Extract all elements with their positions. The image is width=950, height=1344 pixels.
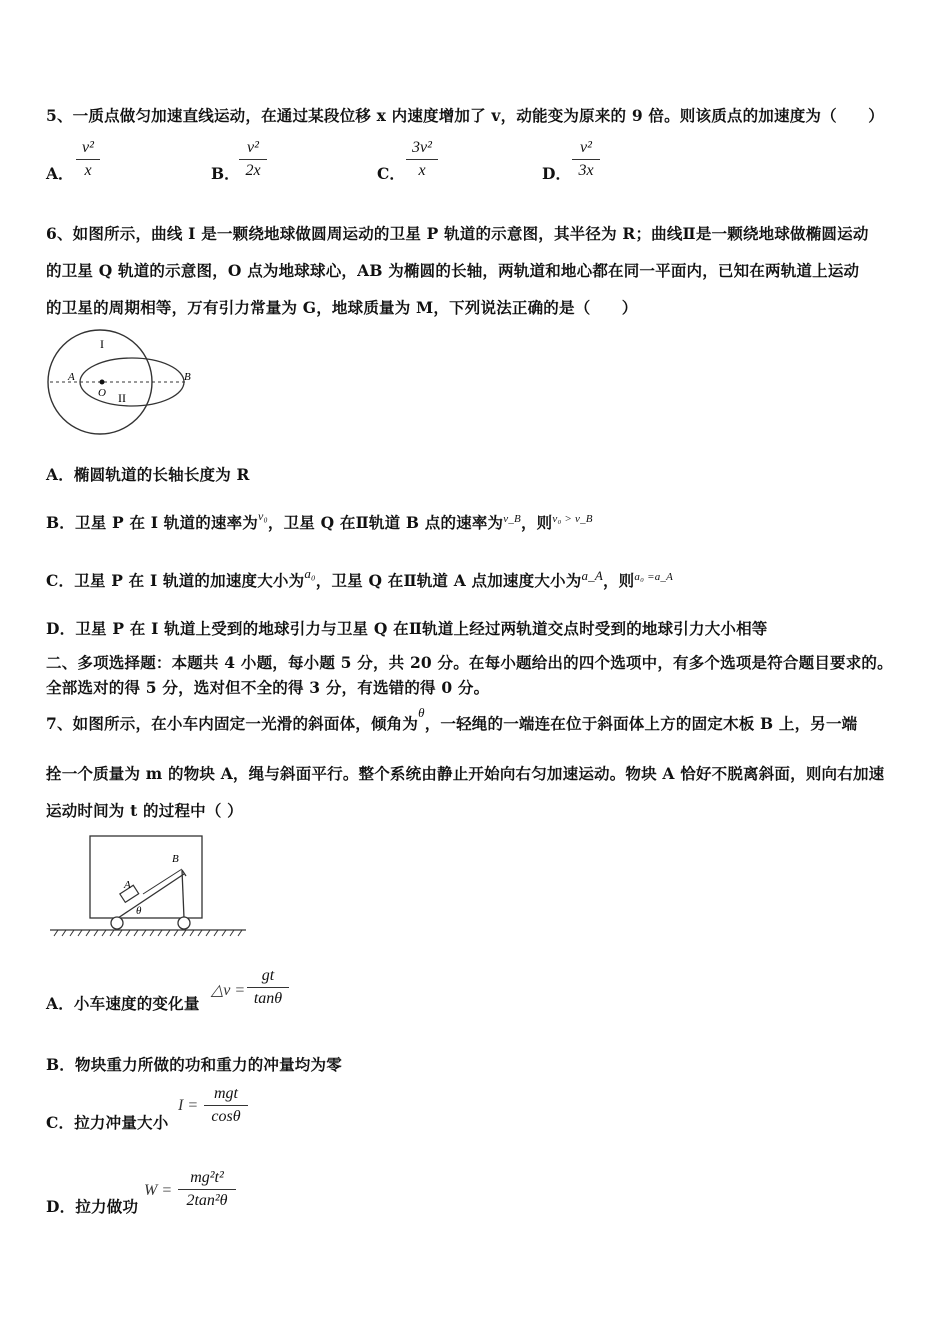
left-wheel bbox=[111, 917, 123, 929]
q7-stem-line1 bbox=[46, 705, 858, 734]
q5-option-a-label[interactable]: A． bbox=[46, 164, 74, 183]
q7-c-fraction bbox=[204, 1084, 248, 1127]
q6-c-text3: ，则 bbox=[602, 571, 635, 590]
q7-option-b[interactable]: B．物块重力所做的功和重力的冲量均为零 bbox=[46, 1055, 342, 1074]
q6-b-relation: v₀ > v_B bbox=[552, 513, 593, 525]
q6-b-text3: ，则 bbox=[520, 513, 553, 532]
q6-c-text2: ，卫星 Q 在Ⅱ轨道 A 点加速度大小为 bbox=[315, 571, 582, 590]
q7-option-d[interactable]: D．拉力做功 bbox=[46, 1197, 139, 1216]
q6-b-text1: B．卫星 P 在 I 轨道的速率为 bbox=[46, 513, 258, 532]
section2-instructions-line1: 二、多项选择题：本题共 4 小题，每小题 5 分，共 20 分。在每小题给出的四个选项中，有多个选项是符合题目要求的。 bbox=[46, 653, 893, 672]
q7-theta: θ bbox=[418, 705, 425, 720]
q6-option-b[interactable] bbox=[46, 511, 593, 533]
q6-option-d[interactable]: D．卫星 P 在 I 轨道上受到的地球引力与卫星 Q 在Ⅱ轨道上经过两轨道交点时受到的地球引力大小相等 bbox=[46, 619, 768, 638]
q7-cart-diagram bbox=[48, 832, 248, 940]
q6-c-aa: a_A bbox=[581, 568, 603, 583]
q5-b-numerator: v² bbox=[247, 139, 259, 156]
q6-orbit-diagram bbox=[46, 328, 196, 440]
q7-d-denominator: 2tan²θ bbox=[186, 1192, 228, 1209]
q5-option-a-fraction bbox=[76, 138, 100, 181]
q7-stem-line3: 运动时间为 t 的过程中（ ） bbox=[46, 801, 243, 820]
q7-a-numerator: gt bbox=[261, 967, 275, 984]
angle-label-theta: θ bbox=[136, 905, 142, 917]
q5-d-denominator: 3x bbox=[578, 162, 594, 179]
block-label-a: A bbox=[124, 879, 131, 891]
q5-option-c-fraction bbox=[406, 138, 438, 181]
q5-a-numerator: v² bbox=[82, 139, 94, 156]
q7-stem-line2: 拴一个质量为 m 的物块 A，绳与斜面平行。整个系统由静止开始向右匀加速运动。物块 A 恰好不脱离斜面，则向右加速 bbox=[46, 764, 885, 783]
q7-d-numerator: mg²t² bbox=[190, 1169, 224, 1186]
q6-b-vb: v_B bbox=[503, 513, 521, 525]
q5-option-c-label[interactable]: C． bbox=[377, 164, 405, 183]
q6-c-text1: C．卫星 P 在 I 轨道的加速度大小为 bbox=[46, 571, 305, 590]
q7-a-lhs: △v = bbox=[211, 982, 246, 999]
q7-option-a[interactable]: A．小车速度的变化量 bbox=[46, 994, 200, 1013]
q7-c-numerator: mgt bbox=[214, 1085, 238, 1102]
q6-option-a[interactable]: A．椭圆轨道的长轴长度为 R bbox=[46, 465, 250, 484]
q6-c-relation: a₀ =a_A bbox=[634, 571, 674, 583]
board-label-b: B bbox=[172, 853, 179, 865]
q6-c-a0: a₀ bbox=[304, 566, 316, 581]
q7-c-lhs: I = bbox=[178, 1097, 199, 1114]
q5-c-denominator: x bbox=[418, 162, 426, 179]
earth-center-point bbox=[100, 380, 105, 385]
q7-d-lhs: W = bbox=[144, 1182, 173, 1199]
rope bbox=[143, 869, 182, 894]
q5-a-denominator: x bbox=[84, 162, 92, 179]
q5-stem: 5、一质点做匀加速直线运动，在通过某段位移 x 内速度增加了 v，动能变为原来的 9 倍。则该质点的加速度为（ ） bbox=[46, 106, 884, 125]
q5-option-d-fraction bbox=[572, 138, 600, 181]
q7-option-c[interactable]: C．拉力冲量大小 bbox=[46, 1113, 169, 1132]
q7-c-denominator: cosθ bbox=[211, 1108, 241, 1125]
section2-instructions-line2: 全部选对的得 5 分，选对但不全的得 3 分，有选错的得 0 分。 bbox=[46, 678, 490, 697]
orbit-label-i: I bbox=[100, 337, 104, 351]
cart-body bbox=[90, 836, 202, 918]
q7-a-fraction bbox=[247, 966, 289, 1009]
q6-b-v0: v₀ bbox=[258, 509, 268, 523]
q5-b-denominator: 2x bbox=[245, 162, 261, 179]
q6-stem-line2: 的卫星 Q 轨道的示意图，O 点为地球球心，AB 为椭圆的长轴，两轨道和地心都在同一平面内，已知在两轨道上运动 bbox=[46, 261, 860, 280]
q5-option-d-label[interactable]: D． bbox=[542, 164, 571, 183]
elliptical-orbit bbox=[80, 358, 184, 406]
orbit-label-ii: II bbox=[118, 391, 126, 405]
q5-option-b-fraction bbox=[239, 138, 267, 181]
q7-a-denominator: tanθ bbox=[253, 990, 283, 1007]
q6-stem-line3: 的卫星的周期相等，万有引力常量为 G，地球质量为 M，下列说法正确的是（ ） bbox=[46, 298, 638, 317]
q7-stem-line1b: ，一轻绳的一端连在位于斜面体上方的固定木板 B 上，另一端 bbox=[424, 714, 858, 733]
point-label-o: O bbox=[98, 387, 106, 399]
q5-d-numerator: v² bbox=[580, 139, 592, 156]
point-label-b: B bbox=[184, 371, 191, 383]
q6-b-text2: ，卫星 Q 在Ⅱ轨道 B 点的速率为 bbox=[267, 513, 504, 532]
incline-back bbox=[182, 870, 184, 918]
q7-d-fraction bbox=[178, 1168, 236, 1211]
ground-hatching bbox=[54, 930, 242, 936]
q7-stem-line1a: 7、如图所示，在小车内固定一光滑的斜面体，倾角为 bbox=[46, 714, 419, 733]
q5-c-numerator: 3v² bbox=[412, 139, 432, 156]
point-label-a: A bbox=[68, 371, 75, 383]
q6-stem-line1: 6、如图所示，曲线 I 是一颗绕地球做圆周运动的卫星 P 轨道的示意图，其半径为 R；曲线Ⅱ是一颗绕地球做椭圆运动 bbox=[46, 224, 869, 243]
q6-option-c[interactable] bbox=[46, 566, 674, 591]
right-wheel bbox=[178, 917, 190, 929]
q5-option-b-label[interactable]: B． bbox=[211, 164, 240, 183]
